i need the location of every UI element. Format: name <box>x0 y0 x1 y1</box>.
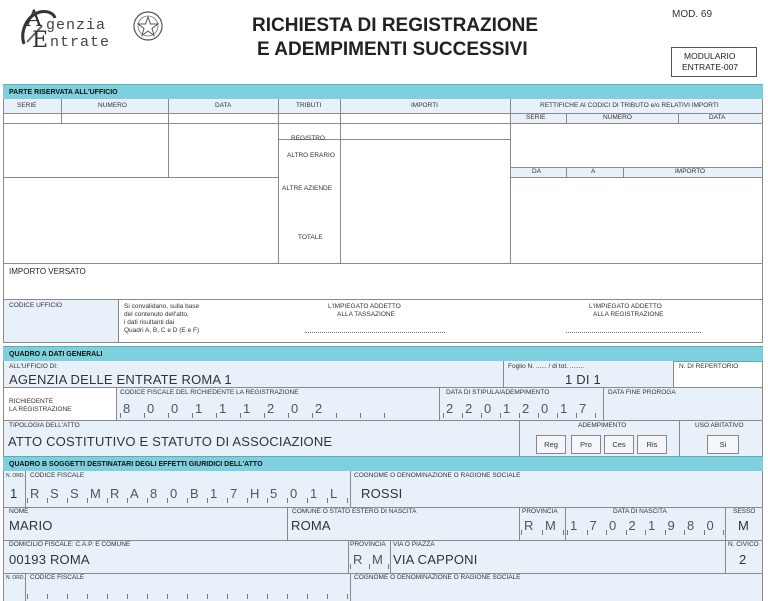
comb-char: S <box>70 486 79 501</box>
adempimento-ces[interactable] <box>604 435 634 454</box>
label-adempimento: ADEMPIMENTO <box>578 422 627 429</box>
label-importo-versato: IMPORTO VERSATO <box>9 267 86 276</box>
comb-char: 1 <box>243 401 251 416</box>
office-reserved-table <box>3 99 763 346</box>
comb-separator <box>187 594 188 599</box>
comb-char: R <box>110 486 120 501</box>
convalida-line: Quadri A, B, C e D (E e F) <box>124 327 200 334</box>
adempimento-pro[interactable] <box>571 435 601 454</box>
comb-separator <box>327 498 328 503</box>
label-domicilio: DOMICILIO FISCALE: C.A.P. E COMUNE <box>9 541 131 548</box>
comb-char: 1 <box>195 401 203 416</box>
label-cf-richiedente: CODICE FISCALE DEL RICHIEDENTE LA REGISTRAZIONE <box>120 389 299 396</box>
rettifiche-data: DATA <box>709 114 726 121</box>
logo-text-line1: genzia <box>46 17 107 34</box>
comb-separator <box>67 594 68 599</box>
comb-separator <box>307 594 308 599</box>
convalida-line: i dati risultanti dai <box>124 319 175 326</box>
comb-char: 0 <box>170 486 178 501</box>
comb-separator <box>87 594 88 599</box>
comb-separator <box>665 530 666 535</box>
comb-separator <box>192 413 193 418</box>
rettifiche-serie: SERIE <box>526 114 546 121</box>
comb-char: 0 <box>484 401 492 416</box>
label-via: VIA O PIAZZA <box>393 541 435 548</box>
comb-separator <box>47 594 48 599</box>
col-tributi: TRIBUTI <box>296 102 322 109</box>
section-office-reserved-title: PARTE RISERVATA ALL'UFFICIO <box>9 89 118 96</box>
comb-char: 0 <box>609 518 617 533</box>
comb-separator <box>595 413 596 418</box>
impiegato-registrazione-l1: L'IMPIEGATO ADDETTO <box>589 303 662 310</box>
comb-char: 2 <box>267 401 275 416</box>
comb-separator <box>443 413 444 418</box>
comb-char: 7 <box>230 486 238 501</box>
comb-char: 1 <box>560 401 568 416</box>
field-via[interactable]: VIA CAPPONI <box>393 552 478 567</box>
field-cognome[interactable]: ROSSI <box>361 486 403 501</box>
comb-separator <box>347 498 348 503</box>
comb-char: 1 <box>210 486 218 501</box>
modulario-line1: MODULARIO <box>684 51 736 61</box>
comb-separator <box>227 498 228 503</box>
comb-separator <box>167 498 168 503</box>
comb-separator <box>107 498 108 503</box>
comb-separator <box>264 413 265 418</box>
comb-char: 8 <box>123 401 131 416</box>
field-sesso[interactable]: M <box>738 518 750 533</box>
field-provincia-nascita[interactable] <box>519 516 565 536</box>
adempimento-ces-label: Ces <box>612 440 626 449</box>
comb-separator <box>127 498 128 503</box>
quadro-b-table <box>3 471 763 601</box>
adempimento-pro-label: Pro <box>580 440 592 449</box>
rettifiche-numero: NUMERO <box>603 114 632 121</box>
comb-separator <box>147 498 148 503</box>
label-nord: N. ORD. <box>6 473 25 479</box>
comb-char: 2 <box>315 401 323 416</box>
comb-separator <box>267 498 268 503</box>
field-cf-richiedente[interactable] <box>116 399 436 419</box>
label-cf-soggetto: CODICE FISCALE <box>30 472 85 479</box>
logo-initial-a: A <box>26 7 42 32</box>
comb-separator <box>47 498 48 503</box>
comb-separator <box>626 530 627 535</box>
label-richiedente-l2: LA REGISTRAZIONE <box>9 406 72 413</box>
label-richiedente-l1: RICHIEDENTE <box>9 398 54 405</box>
comb-char: 0 <box>706 518 714 533</box>
form-title-line2: E ADEMPIMENTI SUCCESSIVI <box>257 39 528 60</box>
comb-separator <box>27 594 28 599</box>
comb-char: 2 <box>465 401 473 416</box>
convalida-line: del contenuto dell'atto, <box>124 311 189 318</box>
label-comune-nascita: COMUNE O STATO ESTERO DI NASCITA <box>292 508 417 515</box>
comb-separator <box>67 498 68 503</box>
comb-separator <box>704 530 705 535</box>
signature-line-tassazione <box>305 332 445 333</box>
rettifiche-header: RETTIFICHE AI CODICI DI TRIBUTO e/o RELATIVI IMPORTI <box>540 102 719 109</box>
logo-text-line2: ntrate <box>50 34 111 51</box>
comb-char: M <box>545 518 556 533</box>
comb-separator <box>606 530 607 535</box>
comb-separator <box>312 413 313 418</box>
label-data-nascita: DATA DI NASCITA <box>613 508 667 515</box>
label-repertorio: N. DI REPERTORIO <box>679 363 739 370</box>
comb-char: 5 <box>270 486 278 501</box>
comb-char: R <box>353 552 363 567</box>
section-quadro-a <box>3 346 763 362</box>
comb-separator <box>538 413 539 418</box>
comb-separator <box>144 413 145 418</box>
comb-char: H <box>250 486 260 501</box>
comb-separator <box>542 530 543 535</box>
label-cognome: COGNOME O DENOMINAZIONE O RAGIONE SOCIALE <box>354 472 521 479</box>
comb-separator <box>350 564 351 569</box>
rettifiche-da: DA <box>532 168 542 175</box>
comb-separator <box>216 413 217 418</box>
comb-char: 8 <box>150 486 158 501</box>
section-office-reserved <box>3 84 763 100</box>
comb-separator <box>388 564 389 569</box>
comb-char: 0 <box>147 401 155 416</box>
comb-separator <box>167 594 168 599</box>
comb-separator <box>227 594 228 599</box>
convalida-line: Si convalidano, sulla base <box>124 303 200 310</box>
label-nome: NOME <box>9 508 29 515</box>
field-tipologia[interactable]: ATTO COSTITUTIVO E STATUTO DI ASSOCIAZIONE <box>8 434 333 449</box>
label-altro-erario: ALTRO ERARIO <box>287 152 335 159</box>
field-foglio[interactable]: 1 DI 1 <box>565 372 601 387</box>
comb-separator <box>27 498 28 503</box>
label-foglio: Foglio N. ...... / di tot. ........ <box>508 363 585 370</box>
comb-separator <box>347 594 348 599</box>
label-tipologia: TIPOLOGIA DELL'ATTO <box>9 422 80 429</box>
comb-separator <box>500 413 501 418</box>
field-data-nascita[interactable] <box>565 516 725 536</box>
comb-char: 1 <box>310 486 318 501</box>
quadro-a-table <box>3 361 763 457</box>
comb-char: M <box>90 486 101 501</box>
comb-separator <box>384 413 385 418</box>
adempimento-reg-label: Reg <box>544 440 558 449</box>
impiegato-tassazione-l1: L'IMPIEGATO ADDETTO <box>328 303 401 310</box>
label-cognome-2: COGNOME O DENOMINAZIONE O RAGIONE SOCIALE <box>354 574 521 581</box>
label-altre-aziende: ALTRE AZIENDE <box>282 185 333 192</box>
comb-char: R <box>524 518 534 533</box>
comb-separator <box>521 530 522 535</box>
comb-char: 0 <box>290 486 298 501</box>
comb-char: 1 <box>503 401 511 416</box>
field-provincia-domicilio[interactable] <box>348 550 390 570</box>
comb-char: B <box>190 486 199 501</box>
col-data: DATA <box>215 102 232 109</box>
label-totale: TOTALE <box>298 234 323 241</box>
section-quadro-b <box>3 456 763 472</box>
comb-separator <box>519 413 520 418</box>
section-quadro-b-title: QUADRO B SOGGETTI DESTINATARI DEGLI EFFETTI GIURIDICI DELL'ATTO <box>9 461 263 468</box>
label-sesso: SESSO <box>733 508 756 515</box>
field-civico[interactable]: 2 <box>739 552 747 567</box>
label-cf-soggetto-2: CODICE FISCALE <box>30 574 85 581</box>
comb-separator <box>240 413 241 418</box>
field-nome[interactable]: MARIO <box>9 518 53 533</box>
comb-separator <box>287 594 288 599</box>
comb-char: 0 <box>291 401 299 416</box>
comb-char: S <box>50 486 59 501</box>
comb-separator <box>723 530 724 535</box>
comb-char: 1 <box>570 518 578 533</box>
comb-separator <box>187 498 188 503</box>
form-model-code: MOD. 69 <box>672 9 713 20</box>
adempimento-ris-label: Ris <box>646 440 658 449</box>
label-civico: N. CIVICO <box>728 541 759 548</box>
field-nord[interactable]: 1 <box>10 486 18 501</box>
comb-separator <box>684 530 685 535</box>
comb-separator <box>168 413 169 418</box>
logo-initial-e: E <box>32 28 49 53</box>
col-serie: SERIE <box>17 102 37 109</box>
label-codice-ufficio: CODICE UFFICIO <box>9 302 63 309</box>
uso-abitativo-si-label: Si <box>719 440 727 449</box>
field-data-stipula[interactable] <box>439 399 603 419</box>
comb-separator <box>207 594 208 599</box>
rettifiche-importo: IMPORTO <box>675 168 706 175</box>
comb-separator <box>563 530 564 535</box>
comb-separator <box>576 413 577 418</box>
comb-char: 1 <box>648 518 656 533</box>
label-uso-abitativo: USO ABITATIVO <box>695 422 744 429</box>
republic-emblem-icon <box>132 10 164 42</box>
comb-separator <box>127 594 128 599</box>
comb-separator <box>307 498 308 503</box>
col-importi: IMPORTI <box>411 102 438 109</box>
comb-char: 2 <box>628 518 636 533</box>
label-data-stipula: DATA DI STIPULA/ADEMPIMENTO <box>446 389 550 396</box>
comb-separator <box>645 530 646 535</box>
signature-line-registrazione <box>566 332 701 333</box>
comb-separator <box>360 413 361 418</box>
comb-separator <box>336 413 337 418</box>
comb-separator <box>481 413 482 418</box>
field-cf-soggetto-2[interactable] <box>25 584 349 600</box>
field-comune-nascita[interactable]: ROMA <box>291 518 331 533</box>
label-provincia-domicilio: PROVINCIA <box>350 541 386 548</box>
adempimento-reg[interactable] <box>536 435 566 454</box>
label-provincia-nascita: PROVINCIA <box>522 508 558 515</box>
comb-separator <box>107 594 108 599</box>
form-title-line1: RICHIESTA DI REGISTRAZIONE <box>252 15 539 36</box>
uso-abitativo-si[interactable] <box>707 435 739 454</box>
comb-char: 9 <box>667 518 675 533</box>
comb-separator <box>288 413 289 418</box>
section-quadro-a-title: QUADRO A DATI GENERALI <box>9 351 103 358</box>
label-registro: REGISTRO <box>291 135 325 142</box>
comb-separator <box>247 498 248 503</box>
impiegato-registrazione-l2: ALLA REGISTRAZIONE <box>593 311 664 318</box>
comb-char: M <box>372 552 383 567</box>
comb-char: 0 <box>541 401 549 416</box>
comb-separator <box>567 530 568 535</box>
field-cf-soggetto[interactable] <box>25 484 349 504</box>
comb-char: R <box>30 486 40 501</box>
comb-separator <box>557 413 558 418</box>
field-ufficio-di[interactable]: AGENZIA DELLE ENTRATE ROMA 1 <box>9 372 232 387</box>
rettifiche-a: A <box>591 168 596 175</box>
comb-separator <box>87 498 88 503</box>
comb-char: 7 <box>589 518 597 533</box>
comb-separator <box>247 594 248 599</box>
comb-separator <box>120 413 121 418</box>
adempimento-ris[interactable] <box>637 435 667 454</box>
comb-char: 2 <box>522 401 530 416</box>
comb-separator <box>207 498 208 503</box>
comb-char: 1 <box>219 401 227 416</box>
label-nord-2: N. ORD. <box>6 575 25 581</box>
modulario-line2: ENTRATE-007 <box>682 62 739 72</box>
comb-char: L <box>330 486 338 501</box>
field-domicilio[interactable]: 00193 ROMA <box>9 552 90 567</box>
agency-logo <box>18 6 168 53</box>
comb-separator <box>287 498 288 503</box>
comb-separator <box>327 594 328 599</box>
comb-char: 7 <box>579 401 587 416</box>
comb-separator <box>147 594 148 599</box>
modulario-box <box>671 47 757 77</box>
comb-separator <box>369 564 370 569</box>
comb-char: 8 <box>687 518 695 533</box>
comb-separator <box>587 530 588 535</box>
comb-char: 0 <box>171 401 179 416</box>
label-ufficio-di: ALL'UFFICIO DI: <box>9 363 58 370</box>
label-fine-proroga: DATA FINE PROROGA <box>608 389 676 396</box>
comb-separator <box>267 594 268 599</box>
impiegato-tassazione-l2: ALLA TASSAZIONE <box>337 311 395 318</box>
comb-char: A <box>130 486 139 501</box>
comb-char: 2 <box>446 401 454 416</box>
col-numero: NUMERO <box>98 102 127 109</box>
comb-separator <box>462 413 463 418</box>
